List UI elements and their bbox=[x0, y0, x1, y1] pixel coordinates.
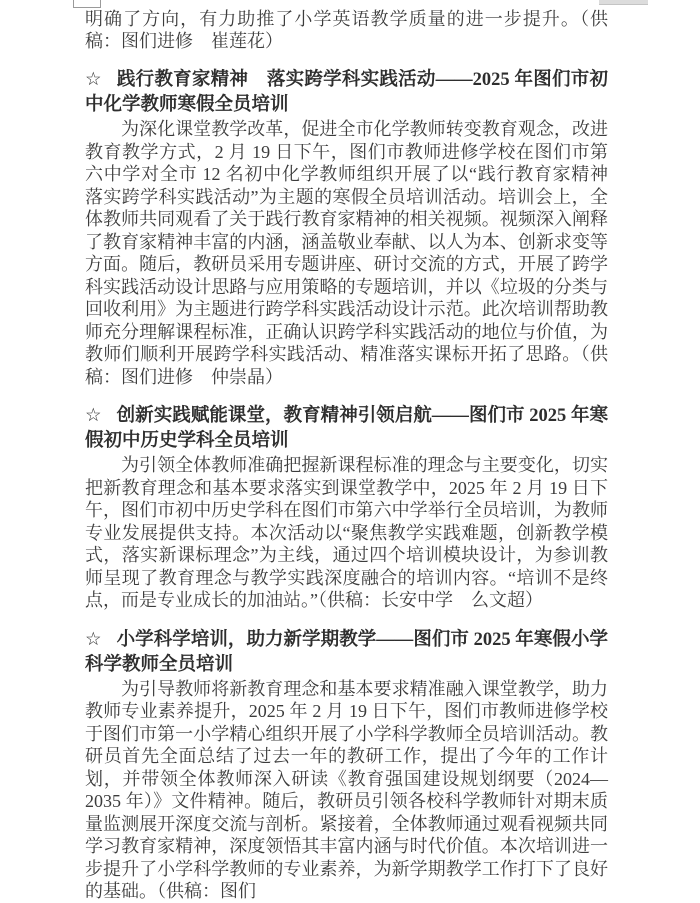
intro-continuation-paragraph: 明确了方向，有力助推了小学英语教学质量的进一步提升。（供稿：图们进修 崔莲花） bbox=[85, 9, 608, 51]
star-bullet-icon: ☆ bbox=[85, 629, 102, 650]
star-bullet-icon: ☆ bbox=[85, 70, 102, 90]
section-heading-history-training bbox=[85, 404, 608, 454]
section-title: 小学科学培训，助力新学期教学——图们市 2025 年寒假小学科学教师全员培训 bbox=[85, 629, 608, 675]
section-title: 践行教育家精神 落实跨学科实践活动——2025 年图们市初中化学教师寒假全员培训 bbox=[85, 70, 608, 115]
page-top-cropped-box-artifact bbox=[73, 0, 101, 8]
section-body-chemistry-training: 为深化课堂教学改革，促进全市化学教师转变教育观念，改进教育教学方式，2 月 19 日下午，图们市教师进修学校在图们市第六中学对全市 12 名初中化学教师组织开展了以“践行教育家精神 落实跨学科实践活动”为主题的寒假全员培训活动。培训会上，全体教师共同观看了关于践行教育家精神的相关视频。视频深入阐释了教育家精神丰富的内涵，涵盖敬业奉献、以人为本、创新求变等方面。随后，教研员采用专题讲座、研讨交流的方式，开展了跨学科实践活动设计思路与应用策略的专题培训，并以《垃圾的分类与回收利用》为主题进行跨学科实践活动设计示范。此次培训帮助教师充分理解课程标准，正确认识跨学科实践活动的地位与价值，为教师们顺利开展跨学科实践活动、精准落实课标开拓了思路。（供稿：图们进修 仲崇晶） bbox=[85, 119, 626, 387]
section-title: 创新实践赋能课堂，教育精神引领启航——图们市 2025 年寒假初中历史学科全员培训 bbox=[85, 406, 608, 451]
section-body-science-training: 为引导教师将新教育理念和基本要求精准融入课堂教学，助力教师专业素养提升，2025 年 2 月 19 日下午，图们市教师进修学校于图们市第一小学精心组织开展了小学科学教师全员培训活动。教研员首先全面总结了过去一年的教研工作，提出了今年的工作计划，并带领全体教师深入研读《教育强国建设规划纲要（2024—2035 年）》文件精神。随后，教研员引领各校科学教师针对期末质量监测展开深度交流与剖析。紧接着，全体教师通过观看视频共同学习教育家精神，深度领悟其丰富内涵与时代价值。本次培训进一步提升了小学科学教师的专业素养，为新学期教学工作打下了良好的基础。（供稿：图们 bbox=[85, 678, 608, 901]
section-body-history-training: 为引领全体教师准确把握新课程标准的理念与主要变化，切实把新教育理念和基本要求落实到课堂教学中，2025 年 2 月 19 日下午，图们市初中历史学科在图们市第六中学举行全员培训，为教师专业发展提供支持。本次活动以“聚焦教学实践难题，创新教学模式，落实新课标理念”为主线，通过四个培训模块设计，为参训教师呈现了教育理念与教学实践深度融合的培训内容。“培训不是终点，而是专业成长的加油站。”（供稿：长安中学 么文超） bbox=[85, 455, 608, 610]
star-bullet-icon: ☆ bbox=[85, 406, 102, 426]
page-top-cropped-bar-artifact bbox=[599, 0, 648, 5]
section-heading-science-training bbox=[85, 628, 608, 678]
section-heading-chemistry-training bbox=[85, 68, 608, 118]
